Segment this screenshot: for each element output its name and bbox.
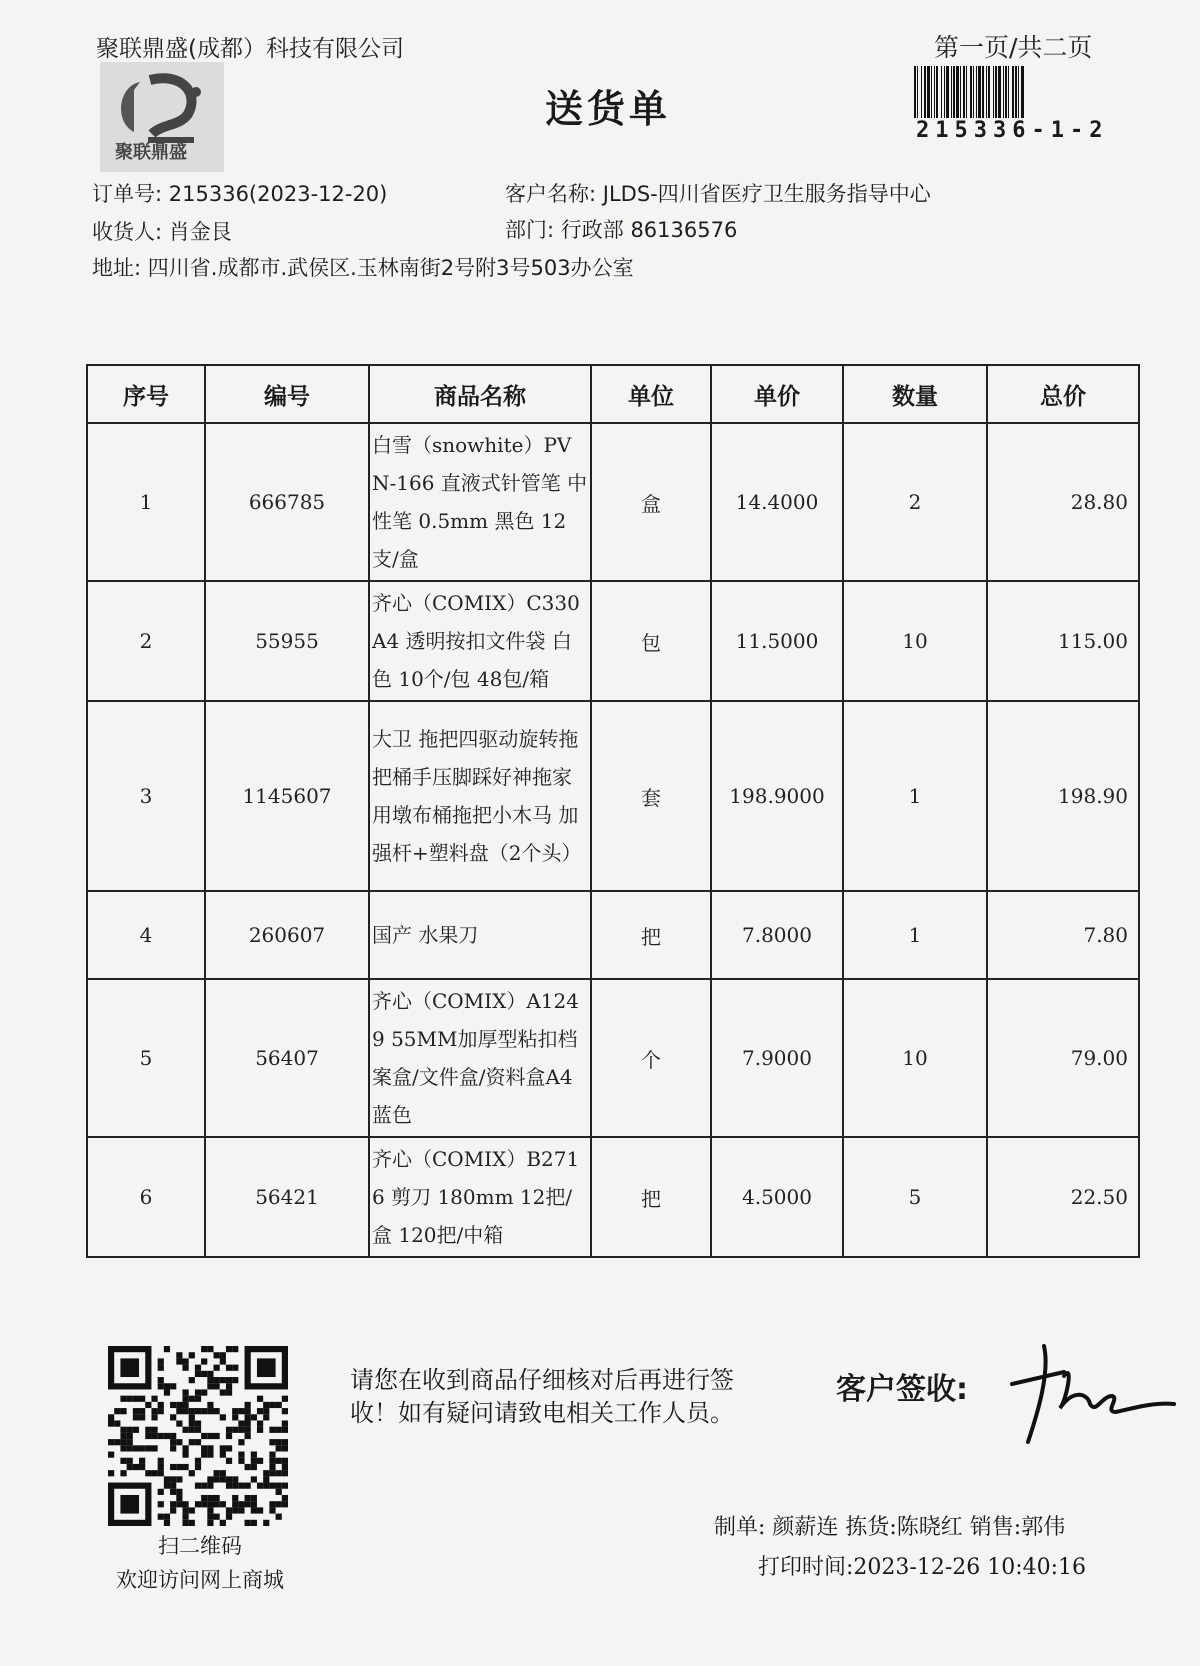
cell-seq: 1	[87, 423, 205, 581]
cell-total: 7.80	[987, 891, 1139, 979]
cell-code: 56421	[205, 1137, 369, 1257]
cell-seq: 5	[87, 979, 205, 1137]
cell-qty: 1	[843, 701, 987, 891]
company-name: 聚联鼎盛(成都）科技有限公司	[96, 36, 404, 62]
table-row	[87, 1137, 1139, 1257]
qr-caption-welcome: 欢迎访问网上商城	[116, 1568, 284, 1592]
receiver-value: 肖金艮	[168, 220, 232, 244]
header-unit: 单位	[591, 365, 711, 423]
cell-total: 28.80	[987, 423, 1139, 581]
dept-value: 行政部 86136576	[560, 218, 738, 242]
cell-total: 198.90	[987, 701, 1139, 891]
cell-price: 4.5000	[711, 1137, 843, 1257]
cell-price: 7.8000	[711, 891, 843, 979]
barcode-icon	[914, 66, 1124, 118]
cell-name: 白雪（snowhite）PVN-166 直液式针管笔 中性笔 0.5mm 黑色 12支/盒	[369, 423, 591, 581]
address	[92, 252, 634, 282]
cell-total: 79.00	[987, 979, 1139, 1137]
customer-value: JLDS-四川省医疗卫生服务指导中心	[602, 182, 931, 206]
cell-code: 1145607	[205, 701, 369, 891]
qr-code-icon	[108, 1346, 288, 1526]
cell-code: 55955	[205, 581, 369, 701]
receiver-label: 收货人:	[92, 220, 163, 244]
cell-name: 齐心（COMIX）A1249 55MM加厚型粘扣档案盒/文件盒/资料盒A4 蓝色	[369, 979, 591, 1137]
header-total: 总价	[987, 365, 1139, 423]
cell-unit: 盒	[591, 423, 711, 581]
notice-text: 请您在收到商品仔细核对后再进行签收！如有疑问请致电相关工作人员。	[350, 1366, 734, 1427]
cell-total: 115.00	[987, 581, 1139, 701]
address-value: 四川省.成都市.武侯区.玉林南街2号附3号503办公室	[147, 256, 634, 280]
customer-label: 客户名称:	[505, 182, 597, 206]
cell-code: 666785	[205, 423, 369, 581]
cell-name: 齐心（COMIX）C330 A4 透明按扣文件袋 白色 10个/包 48包/箱	[369, 581, 591, 701]
order-number	[92, 178, 387, 208]
cell-seq: 6	[87, 1137, 205, 1257]
cell-price: 11.5000	[711, 581, 843, 701]
cell-qty: 10	[843, 581, 987, 701]
cell-code: 260607	[205, 891, 369, 979]
table-row	[87, 701, 1139, 891]
cell-price: 198.9000	[711, 701, 843, 891]
signature-icon	[1004, 1342, 1184, 1452]
items-table	[86, 364, 1140, 1258]
header-seq: 序号	[87, 365, 205, 423]
cell-name: 大卫 拖把四驱动旋转拖把桶手压脚踩好神拖家用墩布桶拖把小木马 加强杆+塑料盘（2个头）	[369, 701, 591, 891]
logo-text: 聚联鼎盛	[115, 142, 187, 163]
header-qty: 数量	[843, 365, 987, 423]
customer-sign-label: 客户签收:	[836, 1372, 968, 1407]
cell-name: 国产 水果刀	[369, 891, 591, 979]
print-time: 打印时间:2023-12-26 10:40:16	[758, 1555, 1087, 1580]
cell-unit: 包	[591, 581, 711, 701]
table-row	[87, 581, 1139, 701]
cell-code: 56407	[205, 979, 369, 1137]
header-code: 编号	[205, 365, 369, 423]
page-indicator: 第一页/共二页	[934, 33, 1093, 62]
receiver	[92, 216, 232, 246]
cell-price: 7.9000	[711, 979, 843, 1137]
cell-qty: 1	[843, 891, 987, 979]
address-label: 地址:	[92, 256, 142, 280]
cell-total: 22.50	[987, 1137, 1139, 1257]
qr-caption-scan: 扫二维码	[158, 1534, 242, 1558]
order-value: 215336(2023-12-20)	[168, 182, 388, 206]
cell-seq: 2	[87, 581, 205, 701]
table-header-row	[87, 365, 1139, 423]
cell-unit: 把	[591, 891, 711, 979]
cell-name: 齐心（COMIX）B2716 剪刀 180mm 12把/盒 120把/中箱	[369, 1137, 591, 1257]
cell-price: 14.4000	[711, 423, 843, 581]
cell-unit: 个	[591, 979, 711, 1137]
cell-qty: 10	[843, 979, 987, 1137]
header-price: 单价	[711, 365, 843, 423]
barcode-number: 215336-1-2	[916, 118, 1109, 143]
dept-label: 部门:	[505, 218, 555, 242]
table-row	[87, 979, 1139, 1137]
header-name: 商品名称	[369, 365, 591, 423]
table-row	[87, 423, 1139, 581]
cell-unit: 把	[591, 1137, 711, 1257]
staff-info: 制单: 颜薪连 拣货:陈晓红 销售:郭伟	[714, 1515, 1066, 1540]
cell-seq: 3	[87, 701, 205, 891]
document-title: 送货单	[545, 87, 672, 131]
cell-qty: 2	[843, 423, 987, 581]
cell-unit: 套	[591, 701, 711, 891]
department	[505, 214, 737, 244]
cell-seq: 4	[87, 891, 205, 979]
order-label: 订单号:	[92, 182, 163, 206]
customer-name	[505, 178, 931, 208]
cell-qty: 5	[843, 1137, 987, 1257]
table-row	[87, 891, 1139, 979]
